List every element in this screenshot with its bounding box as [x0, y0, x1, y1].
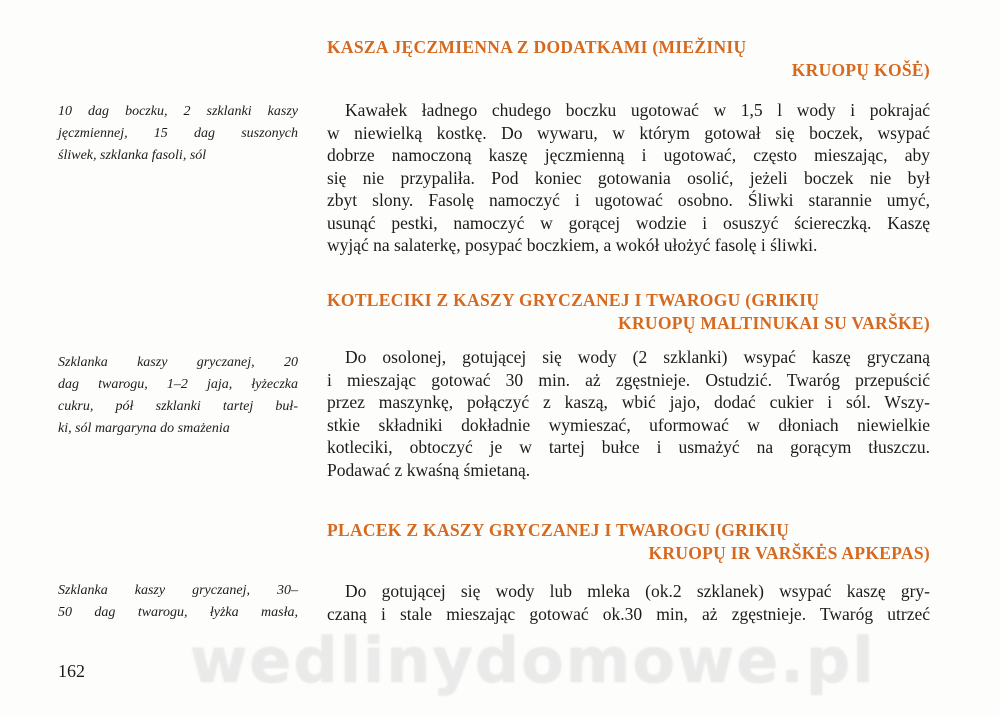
ingredients-note	[58, 352, 298, 440]
body-line: wyjąć na salaterkę, posypać boczkiem, a wokół ułożyć fasolę i śliwki.	[327, 235, 818, 255]
recipe-title	[327, 36, 930, 82]
ingredients-line: śliwek, szklanka fasoli, sól	[58, 148, 207, 163]
body-line: stkie składniki dokładnie wymieszać, uformować w dłoniach niewielkie	[327, 414, 930, 435]
body-line: przez maszynkę, połączyć z kaszą, wbić jajo, dodać cukier i sól. Wszy-	[327, 392, 930, 412]
ingredients-line: 10 dag boczku, 2 szklanki kaszy	[58, 104, 298, 119]
body-line: i mieszając gotować 30 min. aż zgęstnieje. Ostudzić. Twaróg przepuścić	[327, 369, 930, 390]
recipe-title	[327, 519, 930, 565]
title-line: KASZA JĘCZMIENNA Z DODATKAMI (MIEŽINIŲ	[327, 37, 747, 57]
body-line: Podawać z kwaśną śmietaną.	[327, 459, 531, 480]
page-number: 162	[58, 661, 85, 681]
title-line: PLACEK Z KASZY GRYCZANEJ I TWAROGU (GRIKIŲ	[327, 520, 790, 540]
body-line: Kawałek ładnego chudego boczku ugotować w 1,5 l wody i pokrajać	[345, 100, 930, 120]
ingredients-line: jęczmiennej, 15 dag suszonych	[58, 126, 298, 141]
ingredients-line: Szklanka kaszy gryczanej, 20	[58, 355, 298, 370]
title-line: KRUOPŲ IR VARŠKĖS APKEPAS)	[648, 543, 930, 563]
title-line: KOTLECIKI Z KASZY GRYCZANEJ I TWAROGU (GRIKIŲ	[327, 290, 820, 310]
ingredients-line: cukru, pół szklanki tartej buł-	[58, 399, 298, 414]
watermark: wedlinydomowe.pl	[190, 624, 876, 697]
body-line: usunąć pestki, namoczyć w gorącej wodzie i osuszyć ściereczką. Kaszę	[327, 212, 930, 233]
title-line: KRUOPŲ MALTINUKAI SU VARŠKE)	[618, 313, 930, 333]
ingredients-note	[58, 580, 298, 624]
title-line: KRUOPŲ KOŠĖ)	[791, 60, 930, 80]
body-line: Do osolonej, gotującej się wody (2 szklanki) wsypać kaszę gryczaną	[345, 347, 930, 367]
body-line: się nie przypaliła. Pod koniec gotowania osolić, jeżeli boczek nie był	[327, 167, 930, 188]
recipe-title	[327, 289, 930, 335]
body-line: zbyt slony. Fasolę namoczyć i ugotować osobno. Śliwki starannie umyć,	[327, 190, 930, 210]
body-line: w niewielką kostkę. Do wywaru, w którym gotował się boczek, wsypać	[327, 122, 930, 143]
body-line: Do gotującej się wody lub mleka (ok.2 szklanek) wsypać kaszę gry-	[345, 581, 930, 601]
ingredients-note	[58, 101, 298, 167]
recipe-body	[327, 580, 930, 625]
ingredients-line: 50 dag twarogu, łyżka masła,	[58, 605, 298, 620]
recipe-body	[327, 346, 930, 481]
body-line: czaną i stale mieszając gotować ok.30 min, aż zgęstnieje. Twaróg utrzeć	[327, 603, 930, 624]
recipe-body	[327, 99, 930, 257]
body-line: dobrze namoczoną kaszę jęczmienną i ugotować, często mieszając, aby	[327, 145, 930, 165]
ingredients-line: ki, sól margaryna do smażenia	[58, 421, 230, 436]
ingredients-line: Szklanka kaszy gryczanej, 30–	[58, 583, 298, 598]
ingredients-line: dag twarogu, 1–2 jaja, łyżeczka	[58, 377, 298, 392]
body-line: kotleciki, obtoczyć je w tartej bułce i usmażyć na gorącym tłuszczu.	[327, 437, 930, 457]
